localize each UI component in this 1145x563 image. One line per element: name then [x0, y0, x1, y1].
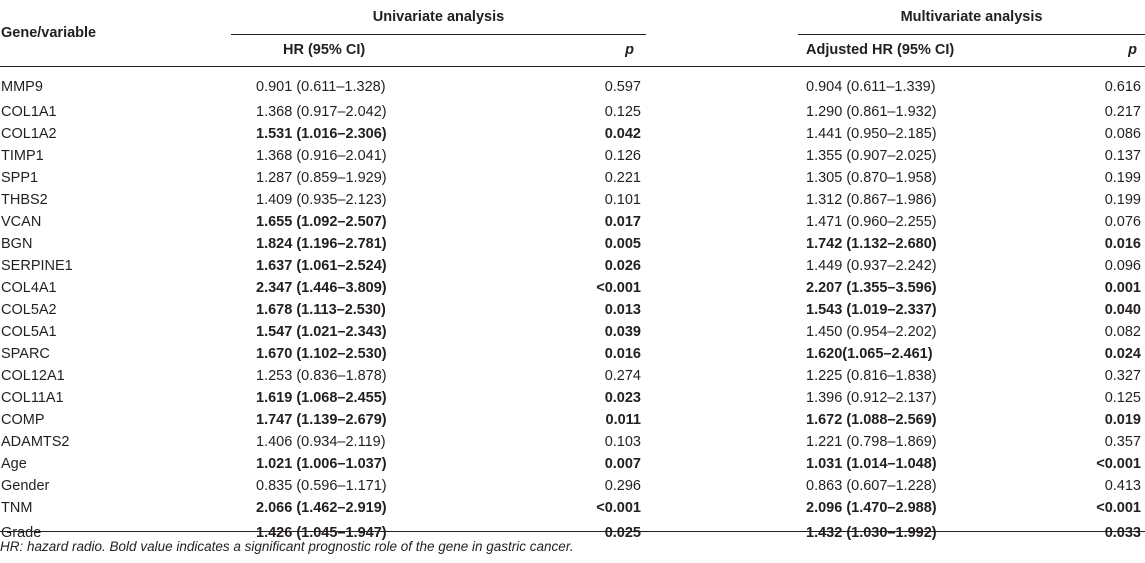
table-row [0, 321, 1145, 343]
adjusted-p-value-cell: 0.217 [1104, 103, 1141, 120]
hr-ci-cell: 1.253 (0.836–1.878) [256, 367, 387, 384]
hr-ci-header: HR (95% CI) [283, 42, 366, 58]
adjusted-hr-ci-cell: 0.863 (0.607–1.228) [806, 477, 937, 494]
spacer-cell [646, 101, 798, 123]
p-value-cell: 0.017 [604, 213, 641, 230]
hr-ci-cell: 1.409 (0.935–2.123) [256, 191, 387, 208]
hr-ci-cell: 1.406 (0.934–2.119) [256, 433, 386, 450]
adjusted-p-value-cell: 0.125 [1104, 389, 1141, 406]
adjusted-hr-ci-cell: 1.449 (0.937–2.242) [806, 257, 937, 274]
adjusted-hr-ci-cell: 2.207 (1.355–3.596) [806, 279, 937, 296]
p-value-header: p [625, 42, 634, 58]
gene-cell: SPP1 [1, 169, 39, 186]
p-value-cell: 0.023 [604, 389, 641, 406]
adjusted-hr-ci-cell: 1.543 (1.019–2.337) [806, 301, 937, 318]
table-row [0, 167, 1145, 189]
gene-cell: THBS2 [1, 191, 48, 208]
spacer-cell [646, 255, 798, 277]
spacer-cell [646, 453, 798, 475]
gene-cell: COMP [1, 411, 45, 428]
table-row [0, 211, 1145, 233]
gene-cell: Age [1, 455, 27, 472]
gene-cell: COL1A2 [1, 125, 57, 142]
spacer-cell [646, 431, 798, 453]
p-value-cell: 0.007 [604, 455, 641, 472]
spacer-cell [646, 277, 798, 299]
gene-cell: Gender [1, 477, 50, 494]
p-value-cell: 0.005 [604, 235, 641, 252]
adjusted-hr-ci-cell: 1.441 (0.950–2.185) [806, 125, 937, 142]
spacer-cell [646, 123, 798, 145]
adjusted-p-value-cell: 0.137 [1104, 147, 1141, 164]
gene-cell: MMP9 [1, 78, 43, 95]
adjusted-p-value-cell: 0.016 [1104, 235, 1141, 252]
adjusted-p-value-cell: 0.086 [1104, 125, 1141, 142]
spacer-cell [646, 167, 798, 189]
table-row [0, 101, 1145, 123]
adjusted-hr-ci-cell: 1.742 (1.132–2.680) [806, 235, 937, 252]
p-value-cell: 0.026 [604, 257, 641, 274]
adjusted-p-value-cell: 0.199 [1104, 169, 1141, 186]
spacer-cell [646, 321, 798, 343]
adjusted-hr-ci-cell: 2.096 (1.470–2.988) [806, 499, 937, 516]
univariate-analysis-header: Univariate analysis [231, 0, 646, 34]
p-value-cell: 0.011 [605, 411, 641, 428]
adjusted-p-value-cell: 0.082 [1104, 323, 1141, 340]
adjusted-hr-ci-cell: 1.225 (0.816–1.838) [806, 367, 937, 384]
adjusted-p-value-cell: <0.001 [1096, 455, 1141, 472]
hr-ci-cell: 1.670 (1.102–2.530) [256, 345, 387, 362]
table-footnote: HR: hazard radio. Bold value indicates a significant prognostic role of the gene in gastric cancer. [0, 539, 574, 554]
p-value-cell: 0.025 [604, 524, 641, 541]
gene-cell: COL5A2 [1, 301, 57, 318]
adjusted-p-value-cell: 0.413 [1104, 477, 1141, 494]
adjusted-p-value-cell: 0.001 [1104, 279, 1141, 296]
table-row [0, 66, 1145, 101]
gene-cell: TIMP1 [1, 147, 44, 164]
hr-ci-cell: 0.901 (0.611–1.328) [256, 78, 386, 95]
multivariate-analysis-header: Multivariate analysis [798, 0, 1145, 34]
hr-ci-cell: 0.835 (0.596–1.171) [256, 477, 387, 494]
p-value-cell: <0.001 [596, 279, 641, 296]
table-row [0, 233, 1145, 255]
adjusted-hr-ci-cell: 1.432 (1.030–1.992) [806, 524, 937, 541]
p-value-cell: 0.042 [604, 125, 641, 142]
adjusted-hr-ci-cell: 1.396 (0.912–2.137) [806, 389, 937, 406]
p-value-cell: 0.125 [604, 103, 641, 120]
adjusted-p-value-cell: 0.357 [1104, 433, 1141, 450]
adjusted-hr-ci-cell: 1.450 (0.954–2.202) [806, 323, 937, 340]
adjusted-hr-ci-cell: 1.290 (0.861–1.932) [806, 103, 937, 120]
adjusted-p-value-cell: 0.199 [1104, 191, 1141, 208]
adjusted-p-value-header: p [1128, 42, 1137, 58]
hr-ci-cell: 2.066 (1.462–2.919) [256, 499, 387, 516]
table-row [0, 387, 1145, 409]
hr-ci-cell: 1.531 (1.016–2.306) [256, 125, 387, 142]
adjusted-hr-ci-cell: 1.221 (0.798–1.869) [806, 433, 937, 450]
gene-cell: ADAMTS2 [1, 433, 70, 450]
adjusted-p-value-cell: 0.327 [1104, 367, 1141, 384]
gene-cell: COL11A1 [1, 389, 64, 406]
spacer-cell [646, 233, 798, 255]
p-value-cell: 0.039 [604, 323, 641, 340]
p-value-cell: 0.101 [604, 191, 641, 208]
table-bottom-rule [0, 531, 1145, 532]
spacer-cell [646, 497, 798, 519]
table-row [0, 277, 1145, 299]
gene-cell: COL12A1 [1, 367, 65, 384]
adjusted-hr-ci-cell: 1.031 (1.014–1.048) [806, 455, 937, 472]
hr-ci-cell: 1.678 (1.113–2.530) [256, 301, 386, 318]
spacer-cell [646, 409, 798, 431]
adjusted-p-value-cell: 0.616 [1104, 78, 1141, 95]
gene-cell: TNM [1, 499, 33, 516]
p-value-cell: <0.001 [596, 499, 641, 516]
adjusted-hr-ci-cell: 1.305 (0.870–1.958) [806, 169, 937, 186]
gene-cell: Grade [1, 524, 42, 541]
table-row [0, 365, 1145, 387]
results-table-body [0, 66, 1145, 553]
adjusted-p-value-cell: <0.001 [1096, 499, 1141, 516]
table-row [0, 409, 1145, 431]
hr-ci-cell: 1.287 (0.859–1.929) [256, 169, 387, 186]
gene-cell: BGN [1, 235, 33, 252]
hr-ci-cell: 1.021 (1.006–1.037) [256, 455, 387, 472]
hr-ci-cell: 1.619 (1.068–2.455) [256, 389, 387, 406]
hr-ci-cell: 1.368 (0.917–2.042) [256, 103, 387, 120]
table-row [0, 189, 1145, 211]
adjusted-hr-ci-cell: 1.620(1.065–2.461) [806, 345, 933, 362]
adjusted-p-value-cell: 0.096 [1104, 257, 1141, 274]
p-value-cell: 0.103 [604, 433, 641, 450]
p-value-cell: 0.016 [604, 345, 641, 362]
hr-ci-cell: 1.637 (1.061–2.524) [256, 257, 387, 274]
hr-ci-cell: 1.426 (1.045–1.947) [256, 524, 387, 541]
adjusted-hr-ci-cell: 1.471 (0.960–2.255) [806, 213, 937, 230]
table-row [0, 299, 1145, 321]
adjusted-p-value-cell: 0.040 [1104, 301, 1141, 318]
table-row [0, 145, 1145, 167]
p-value-cell: 0.296 [604, 477, 641, 494]
gene-cell: SERPINE1 [1, 257, 73, 274]
hr-ci-cell: 1.655 (1.092–2.507) [256, 213, 387, 230]
spacer-cell [646, 299, 798, 321]
adjusted-hr-ci-cell: 1.672 (1.088–2.569) [806, 411, 937, 428]
adjusted-p-value-cell: 0.076 [1104, 213, 1141, 230]
adjusted-hr-ci-cell: 1.355 (0.907–2.025) [806, 147, 937, 164]
p-value-cell: 0.013 [604, 301, 641, 318]
p-value-cell: 0.597 [604, 78, 641, 95]
gene-cell: COL4A1 [1, 279, 57, 296]
table-row [0, 497, 1145, 519]
adjusted-hr-ci-cell: 1.312 (0.867–1.986) [806, 191, 937, 208]
spacer-cell [646, 343, 798, 365]
spacer-cell [646, 211, 798, 233]
adjusted-hr-ci-cell: 0.904 (0.611–1.339) [806, 78, 936, 95]
table-row [0, 431, 1145, 453]
spacer-cell [646, 145, 798, 167]
gene-cell: COL1A1 [1, 103, 57, 120]
hr-ci-cell: 1.747 (1.139–2.679) [256, 411, 387, 428]
hr-ci-cell: 1.547 (1.021–2.343) [256, 323, 387, 340]
adjusted-p-value-cell: 0.024 [1104, 345, 1141, 362]
spacer-cell [646, 66, 798, 101]
gene-cell: COL5A1 [1, 323, 57, 340]
spacer-cell [646, 475, 798, 497]
hr-ci-cell: 1.368 (0.916–2.041) [256, 147, 387, 164]
gene-cell: VCAN [1, 213, 42, 230]
gene-variable-header: Gene/variable [1, 24, 97, 41]
hr-ci-cell: 1.824 (1.196–2.781) [256, 235, 387, 252]
adjusted-hr-ci-header: Adjusted HR (95% CI) [806, 42, 955, 58]
spacer-cell [646, 365, 798, 387]
hr-ci-cell: 2.347 (1.446–3.809) [256, 279, 387, 296]
adjusted-p-value-cell: 0.019 [1104, 411, 1141, 428]
table-row [0, 343, 1145, 365]
spacer-cell [646, 189, 798, 211]
table-row [0, 255, 1145, 277]
adjusted-p-value-cell: 0.033 [1104, 524, 1141, 541]
table-row [0, 453, 1145, 475]
p-value-cell: 0.274 [604, 367, 641, 384]
p-value-cell: 0.126 [604, 147, 641, 164]
spacer-cell [646, 387, 798, 409]
gene-cell: SPARC [1, 345, 50, 362]
spacer-cell [646, 519, 798, 553]
p-value-cell: 0.221 [604, 169, 641, 186]
table-row [0, 475, 1145, 497]
table-row [0, 123, 1145, 145]
